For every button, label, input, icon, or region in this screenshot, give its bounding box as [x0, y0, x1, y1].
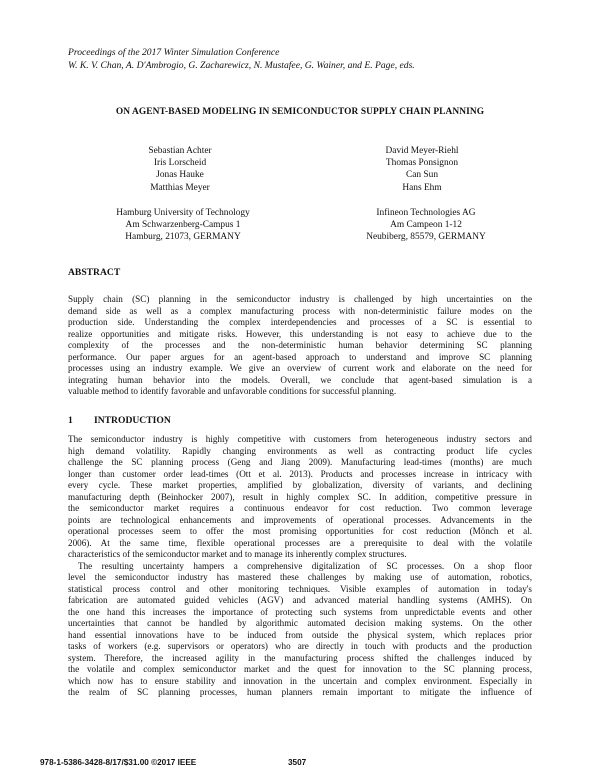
body-line: hand essential innovations have to be induced from outside the physical system, which replaces prior	[68, 629, 532, 640]
abstract-line: Supply chain (SC) planning in the semiconductor industry is challenged by high uncertainties on the	[68, 294, 532, 304]
abstract-line: complexity of the processes and the non-deterministic human behavior determining SC planning	[68, 340, 532, 350]
body-line: the realm of SC planning processes, human planners remain important to mitigate the influence of	[68, 687, 532, 697]
body-line: longer than customer order lead-times (Ott et al. 2013). Products and processes increase in intricacy with	[68, 468, 532, 479]
author: Sebastian Achter	[148, 146, 212, 156]
affiliation-right	[336, 207, 516, 244]
affiliation-line: Hamburg University of Technology	[116, 208, 250, 218]
affiliation-line: Am Schwarzenberg-Campus 1	[125, 220, 241, 231]
body-line: challenge the SC planning process (Geng and Jiang 2009). Manufacturing lead-times (months) are much	[68, 457, 532, 467]
body-line: The resulting uncertainty hampers a comprehensive digitalization of SC processes. On a shop floor	[78, 560, 532, 571]
affiliation-line: Am Campeon 1-12	[390, 220, 462, 231]
proceedings-header	[68, 47, 538, 72]
author: Iris Lorscheid	[153, 158, 207, 169]
abstract-line: integrating human behavior into the models. Overall, we conclude that agent-based simulation is a	[68, 374, 532, 385]
editors-line: W. K. V. Chan, A. D'Ambrogio, G. Zacharewicz, N. Mustafee, G. Wainer, and E. Page, eds.	[68, 59, 415, 71]
footer-isbn: 978-1-5386-3428-8/17/$31.00 ©2017 IEEE	[40, 758, 197, 767]
affiliation-line: Infineon Technologies AG	[376, 208, 476, 218]
body-line: the volatile and complex semiconductor market and the quest for innovation to the SC planning process,	[68, 664, 532, 674]
abstract-line: valuable method to identify favorable and unfavorable conditions for successful planning.	[68, 386, 397, 396]
section-number: 1	[68, 415, 73, 426]
authors-left	[90, 145, 270, 194]
page-number: 3507	[288, 758, 307, 767]
abstract-line: production side. Understanding the complex interdependencies and processes of a SC is essential to	[68, 317, 532, 327]
section-title: INTRODUCTION	[94, 415, 171, 426]
author: Hans Ehm	[402, 182, 442, 193]
body-line: the semiconductor market requires a continuous endeavor for cost reduction. Two common leverage	[68, 503, 532, 513]
body-line: system. Therefore, the increased agility in the manufacturing process shifted the challenges induced by	[68, 652, 532, 663]
body-line: uncertainties that cannot be handled by algorithmic automated decision making systems. On the other	[68, 618, 532, 628]
abstract-line: performance. Our paper argues for an agent-based approach to understand and improve SC planning	[68, 351, 532, 362]
abstract-line: realize opportunities and mitigate risks. However, this understanding is not easy to achieve due to the	[68, 328, 532, 339]
body-line: level the semiconductor industry has mastered these challenges by making use of automation, robotics,	[68, 572, 532, 582]
introduction-body	[68, 434, 532, 699]
body-line: manufacturing depth (Beinhocker 2007), result in highly complex SC. In addition, competitive pressure in	[68, 491, 532, 502]
body-line: statistical process control and other monitoring techniques. Visible examples of automation in today's	[68, 583, 532, 594]
body-line: characteristics of the semiconductor market and to manage its inherently complex structures.	[68, 549, 407, 559]
abstract-line: demand side as well as a complex manufacturing process with non-deterministic failure modes on the	[68, 305, 532, 316]
author: Can Sun	[405, 170, 439, 181]
paper-title: ON AGENT-BASED MODELING IN SEMICONDUCTOR SUPPLY CHAIN PLANNING	[115, 107, 485, 117]
body-line: operational processes seem to offer the most promising opportunities for cost reduction (Mönch et al.	[68, 526, 532, 536]
abstract-body	[68, 294, 532, 398]
abstract-line: processes using an industry example. We give an overview of current work and elaborate on the need for	[68, 363, 532, 373]
body-line: tasks of workers (e.g. supervisors or operators) who are directly in touch with products and the production	[68, 641, 532, 651]
affiliation-line: Hamburg, 21073, GERMANY	[125, 232, 241, 243]
body-line: high demand volatility. Rapidly changing environments as well as contracting product life cycles	[68, 445, 532, 456]
affiliation-left	[88, 207, 278, 244]
conference-name: Proceedings of the 2017 Winter Simulation Conference	[68, 47, 280, 58]
body-line: which now has to ensure stability and innovation in the uncertain and complex environment. Especially in	[68, 675, 532, 686]
author: Thomas Ponsignon	[385, 158, 459, 169]
body-line: every cycle. These market properties, amplified by globalization, diversity of variants, and declining	[68, 480, 532, 490]
authors-right	[332, 145, 512, 194]
body-line: the one hand this increases the importance of protecting such systems from unpredictable events and other	[68, 606, 532, 617]
author: Matthias Meyer	[150, 182, 210, 193]
body-line: points are technological enhancements and improvements of operational processes. Advancements in the	[68, 514, 532, 525]
author: Jonas Hauke	[156, 170, 204, 181]
body-line: fabrication are automated guided vehicles (AGV) and advanced material handling systems (AMHS). On	[68, 595, 532, 605]
body-line: 2006). At the same time, flexible operational processes are a prerequisite to deal with the volatile	[68, 537, 532, 548]
author: David Meyer-Riehl	[385, 146, 459, 156]
section-heading-introduction	[68, 415, 171, 426]
body-line: The semiconductor industry is highly competitive with customers from heterogeneous industry sectors and	[68, 434, 532, 444]
affiliation-line: Neubiberg, 85579, GERMANY	[366, 232, 486, 243]
abstract-heading: ABSTRACT	[68, 267, 121, 278]
